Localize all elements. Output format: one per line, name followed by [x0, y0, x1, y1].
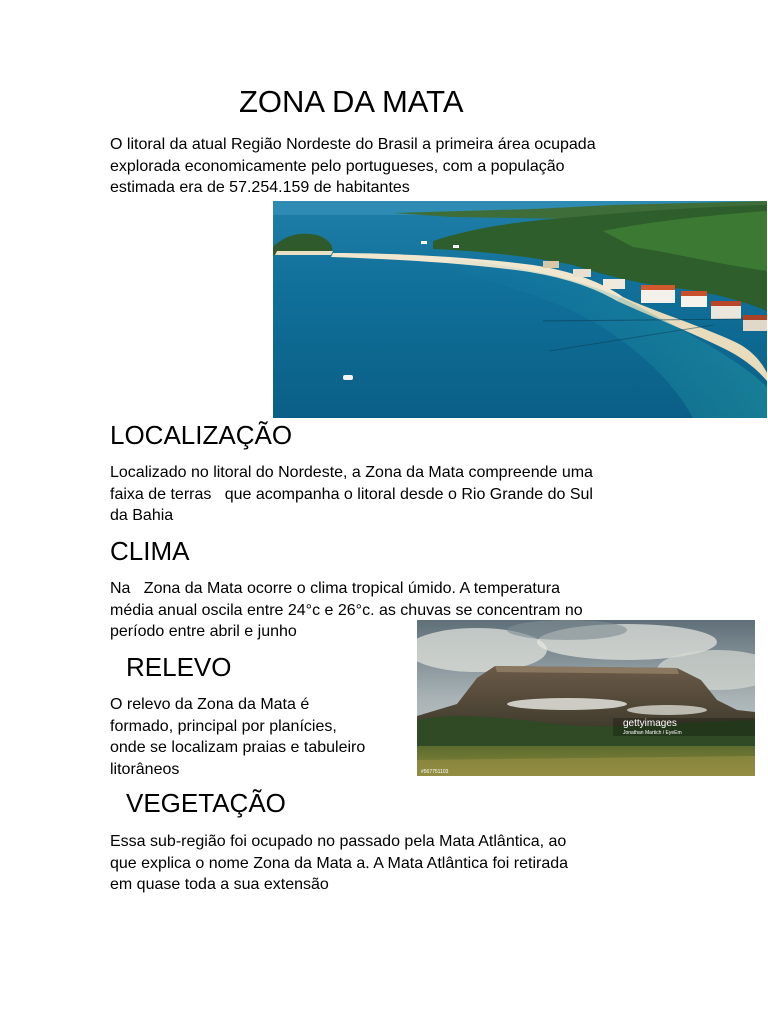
relevo-line: formado, principal por planícies, — [110, 717, 337, 735]
gettyimages-watermark: gettyimages — [623, 718, 677, 729]
page-title: ZONA DA MATA — [239, 84, 464, 119]
vegetacao-paragraph — [110, 831, 568, 896]
photo-stock-id: #567751103 — [421, 769, 449, 775]
vegetacao-line: Essa sub-região foi ocupado no passado pela Mata Atlântica, ao — [110, 833, 567, 850]
coastline-photo — [273, 201, 767, 418]
vegetacao-line: que explica o nome Zona da Mata a. A Mata Atlântica foi retirada — [110, 854, 569, 872]
section-heading-clima: CLIMA — [110, 536, 190, 566]
relevo-paragraph — [110, 694, 365, 780]
clima-line: período entre abril e junho — [110, 623, 297, 640]
localizacao-line: Localizado no litoral do Nordeste, a Zona da Mata compreende uma — [110, 464, 593, 481]
localizacao-line: faixa de terras que acompanha o litoral desde o Rio Grande do Sul — [110, 485, 593, 503]
intro-paragraph — [110, 134, 596, 199]
section-heading-localizacao: LOCALIZAÇÃO — [110, 420, 293, 450]
relevo-line: O relevo da Zona da Mata é — [110, 696, 310, 713]
relevo-line: onde se localizam praias e tabuleiro — [110, 739, 366, 756]
section-heading-vegetacao: VEGETAÇÃO — [126, 788, 286, 818]
localizacao-line: da Bahia — [110, 507, 174, 524]
section-heading-relevo: RELEVO — [126, 652, 232, 682]
mountain-photo — [417, 620, 755, 776]
vegetacao-line: em quase toda a sua extensão — [110, 876, 329, 893]
clima-line: Na Zona da Mata ocorre o clima tropical úmido. A temperatura — [110, 580, 560, 597]
intro-line: explorada economicamente pelo portugueses, com a população — [110, 157, 565, 175]
intro-line: estimada era de 57.254.159 de habitantes — [110, 179, 410, 196]
clima-line: média anual oscila entre 24°c e 26°c. as chuvas se concentram no — [110, 601, 583, 619]
localizacao-paragraph — [110, 462, 593, 527]
relevo-line: litorâneos — [110, 760, 180, 778]
intro-line: O litoral da atual Região Nordeste do Brasil a primeira área ocupada — [110, 136, 596, 153]
photo-credit: Jonathan Martich / EyeEm — [623, 730, 682, 736]
